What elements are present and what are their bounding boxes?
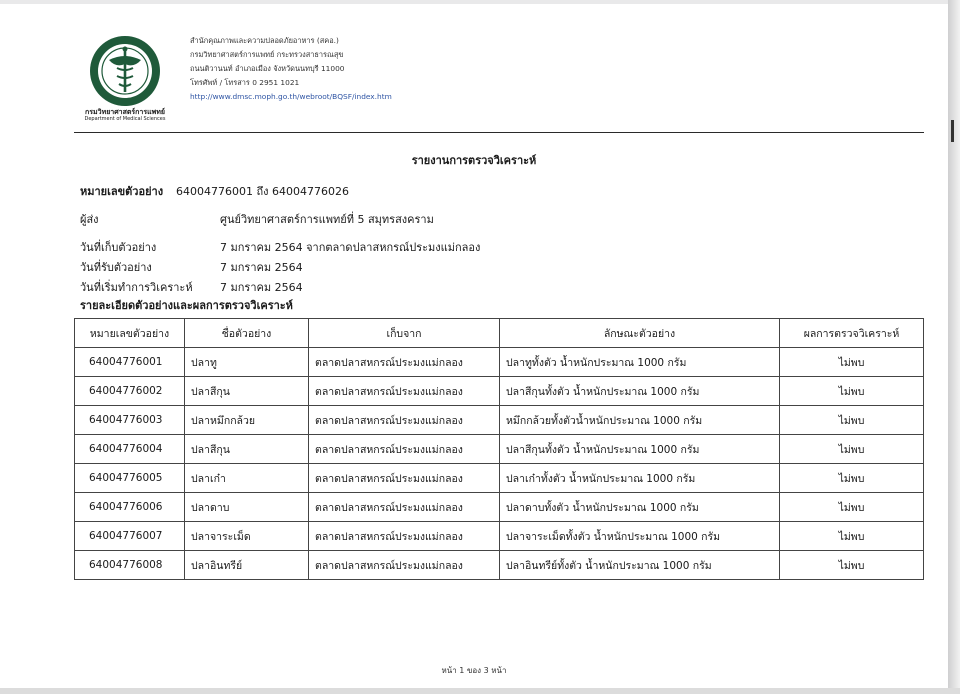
result-cell: ไม่พบ [780, 551, 924, 580]
logo-text-thai: กรมวิทยาศาสตร์การแพทย์ [85, 108, 165, 116]
sample-name-cell: ปลาอินทรีย์ [185, 551, 309, 580]
result-cell: ไม่พบ [780, 377, 924, 406]
analysis-start-label: วันที่เริ่มทำการวิเคราะห์ [80, 281, 193, 294]
received-date-value: 7 มกราคม 2564 [220, 261, 303, 274]
sample-range-value: 64004776001 ถึง 64004776026 [176, 185, 349, 198]
page-edge-mark [951, 120, 954, 142]
sample-number-cell: 64004776002 [75, 377, 185, 406]
result-cell: ไม่พบ [780, 435, 924, 464]
sample-name-cell: ปลาจาระเม็ด [185, 522, 309, 551]
table-row [75, 406, 924, 435]
col-header-sample-no: หมายเลขตัวอย่าง [75, 319, 185, 348]
collected-date-value: 7 มกราคม 2564 จากตลาดปลาสหกรณ์ประมงแม่กลอง [220, 241, 481, 254]
table-row [75, 464, 924, 493]
table-row [75, 493, 924, 522]
collected-from-cell: ตลาดปลาสหกรณ์ประมงแม่กลอง [309, 348, 500, 377]
document-page [0, 4, 948, 688]
sample-name-cell: ปลาทู [185, 348, 309, 377]
sample-range-label: หมายเลขตัวอย่าง [80, 185, 164, 198]
analysis-start-value: 7 มกราคม 2564 [220, 281, 303, 294]
sample-number-cell: 64004776008 [75, 551, 185, 580]
sender-value: ศูนย์วิทยาศาสตร์การแพทย์ที่ 5 สมุทรสงคราม [220, 213, 434, 226]
website-link[interactable]: http://www.dmsc.moph.go.th/webroot/BQSF/index.htm [190, 92, 392, 101]
description-cell: ปลาสีกุนทั้งตัว น้ำหนักประมาณ 1000 กรัม [500, 377, 780, 406]
collected-from-cell: ตลาดปลาสหกรณ์ประมงแม่กลอง [309, 435, 500, 464]
sample-name-cell: ปลาดาบ [185, 493, 309, 522]
collected-date-label: วันที่เก็บตัวอย่าง [80, 241, 157, 254]
result-cell: ไม่พบ [780, 464, 924, 493]
details-heading: รายละเอียดตัวอย่างและผลการตรวจวิเคราะห์ [80, 299, 293, 312]
ministry-seal-icon [84, 34, 166, 108]
sample-name-cell: ปลาหมึกกล้วย [185, 406, 309, 435]
sample-number-cell: 64004776003 [75, 406, 185, 435]
sample-number-cell: 64004776001 [75, 348, 185, 377]
description-cell: ปลาเก๋าทั้งตัว น้ำหนักประมาณ 1000 กรัม [500, 464, 780, 493]
description-cell: ปลาดาบทั้งตัว น้ำหนักประมาณ 1000 กรัม [500, 493, 780, 522]
sample-number-cell: 64004776004 [75, 435, 185, 464]
sender-label: ผู้ส่ง [80, 213, 99, 226]
organization-address [190, 34, 392, 104]
results-table [74, 318, 924, 580]
sample-name-cell: ปลาสีกุน [185, 377, 309, 406]
logo-caption [68, 108, 182, 122]
collected-from-cell: ตลาดปลาสหกรณ์ประมงแม่กลอง [309, 522, 500, 551]
table-row [75, 435, 924, 464]
bottom-band [0, 688, 960, 694]
table-row [75, 348, 924, 377]
result-cell: ไม่พบ [780, 493, 924, 522]
collected-from-cell: ตลาดปลาสหกรณ์ประมงแม่กลอง [309, 493, 500, 522]
page-edge-shadow [948, 0, 960, 694]
table-row [75, 522, 924, 551]
sample-name-cell: ปลาสีกุน [185, 435, 309, 464]
result-cell: ไม่พบ [780, 406, 924, 435]
sample-name-cell: ปลาเก๋า [185, 464, 309, 493]
collected-from-cell: ตลาดปลาสหกรณ์ประมงแม่กลอง [309, 406, 500, 435]
org-line: สำนักคุณภาพและความปลอดภัยอาหาร (สคอ.) [190, 36, 339, 45]
report-title: รายงานการตรวจวิเคราะห์ [411, 154, 537, 167]
description-cell: ปลาจาระเม็ดทั้งตัว น้ำหนักประมาณ 1000 กรัม [500, 522, 780, 551]
description-cell: ปลาสีกุนทั้งตัว น้ำหนักประมาณ 1000 กรัม [500, 435, 780, 464]
logo-text-english: Department of Medical Sciences [84, 116, 166, 123]
collected-from-cell: ตลาดปลาสหกรณ์ประมงแม่กลอง [309, 551, 500, 580]
description-cell: หมึกกล้วยทั้งตัวน้ำหนักประมาณ 1000 กรัม [500, 406, 780, 435]
table-header-row [75, 319, 924, 348]
sample-number-cell: 64004776005 [75, 464, 185, 493]
header-divider [74, 132, 924, 133]
description-cell: ปลาอินทรีย์ทั้งตัว น้ำหนักประมาณ 1000 กรัม [500, 551, 780, 580]
description-cell: ปลาทูทั้งตัว น้ำหนักประมาณ 1000 กรัม [500, 348, 780, 377]
page-number: หน้า 1 ของ 3 หน้า [441, 666, 507, 675]
received-date-label: วันที่รับตัวอย่าง [80, 261, 152, 274]
result-cell: ไม่พบ [780, 348, 924, 377]
col-header-sample-name: ชื่อตัวอย่าง [185, 319, 309, 348]
table-row [75, 551, 924, 580]
sample-number-cell: 64004776006 [75, 493, 185, 522]
col-header-description: ลักษณะตัวอย่าง [500, 319, 780, 348]
org-line: โทรศัพท์ / โทรสาร 0 2951 1021 [190, 78, 300, 87]
result-cell: ไม่พบ [780, 522, 924, 551]
table-row [75, 377, 924, 406]
org-line: ถนนติวานนท์ อำเภอเมือง จังหวัดนนทบุรี 11000 [190, 64, 345, 73]
col-header-result: ผลการตรวจวิเคราะห์ [780, 319, 924, 348]
collected-from-cell: ตลาดปลาสหกรณ์ประมงแม่กลอง [309, 377, 500, 406]
sample-number-cell: 64004776007 [75, 522, 185, 551]
col-header-collected-from: เก็บจาก [309, 319, 500, 348]
collected-from-cell: ตลาดปลาสหกรณ์ประมงแม่กลอง [309, 464, 500, 493]
org-line: กรมวิทยาศาสตร์การแพทย์ กระทรวงสาธารณสุข [190, 50, 344, 59]
